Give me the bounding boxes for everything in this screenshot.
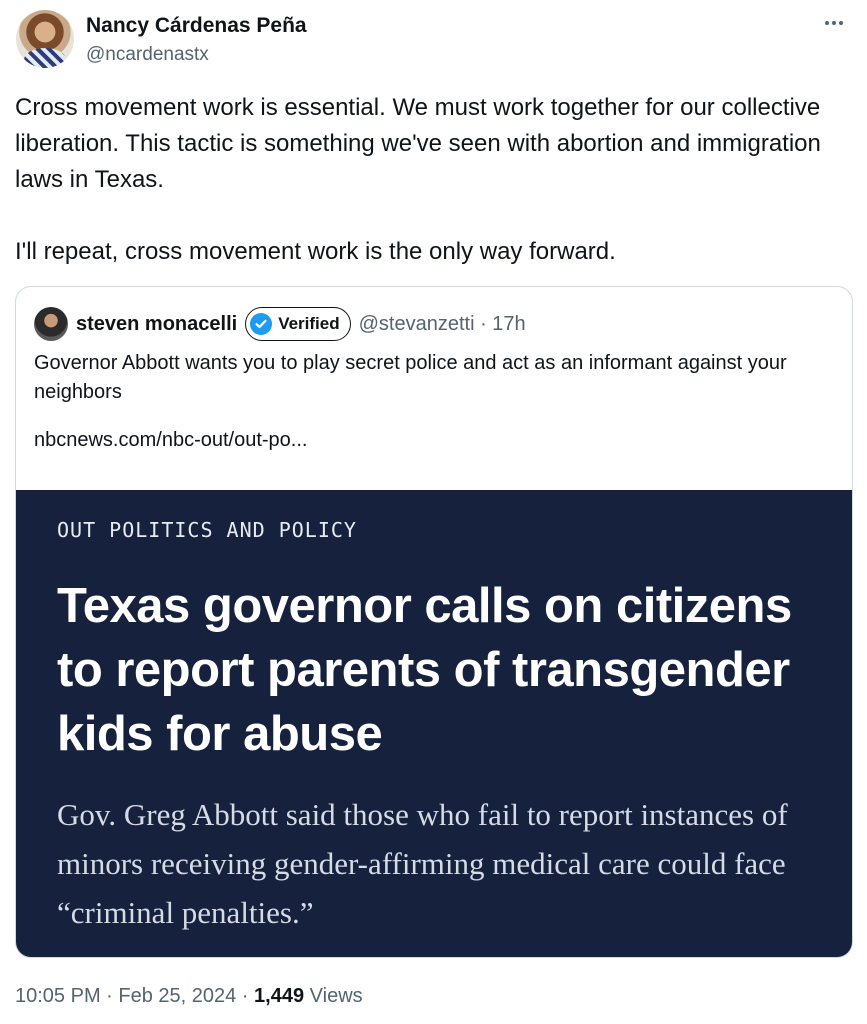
article-dek: Gov. Greg Abbott said those who fail to report instances of minors receiving gender-affirming medical care could face “criminal penalties.” <box>57 797 788 930</box>
avatar[interactable] <box>16 10 74 68</box>
more-icon[interactable] <box>819 12 849 34</box>
tweet-paragraph: I'll repeat, cross movement work is the only way forward. <box>15 238 616 265</box>
quoted-author-name[interactable]: steven monacelli <box>76 312 238 335</box>
tweet-paragraph: Cross movement work is essential. We must work together for our collective liberation. This tactic is something we've seen with abortion and immigration laws in Texas. <box>15 94 821 193</box>
article-headline: Texas governor calls on citizens to report parents of transgender kids for abuse <box>57 579 792 761</box>
avatar[interactable] <box>34 307 68 341</box>
author-handle[interactable]: @ncardenastx <box>86 44 209 65</box>
timestamp[interactable]: 10:05 PM · Feb 25, 2024 · <box>15 985 255 1007</box>
quoted-tweet-header <box>34 307 834 341</box>
article-kicker: OUT POLITICS AND POLICY <box>57 518 357 542</box>
article-card[interactable] <box>16 490 853 958</box>
quoted-tweet-link[interactable]: nbcnews.com/nbc-out/out-po... <box>34 429 308 451</box>
tweet-text <box>15 90 845 270</box>
quoted-author-handle-time[interactable]: @stevanzetti · 17h <box>358 312 526 335</box>
verified-badge-icon <box>250 313 272 335</box>
author-display-name[interactable]: Nancy Cárdenas Peña <box>86 14 307 37</box>
quoted-tweet[interactable] <box>15 286 853 958</box>
verified-label: Verified <box>278 314 340 333</box>
quoted-tweet-text: Governor Abbott wants you to play secret police and act as an informant against your neighbors <box>34 352 787 403</box>
views-count: 1,449 <box>254 985 305 1007</box>
views-label: Views <box>304 985 363 1007</box>
tweet-header <box>14 8 853 70</box>
tweet-meta <box>15 985 363 1008</box>
verified-button[interactable] <box>245 307 350 341</box>
